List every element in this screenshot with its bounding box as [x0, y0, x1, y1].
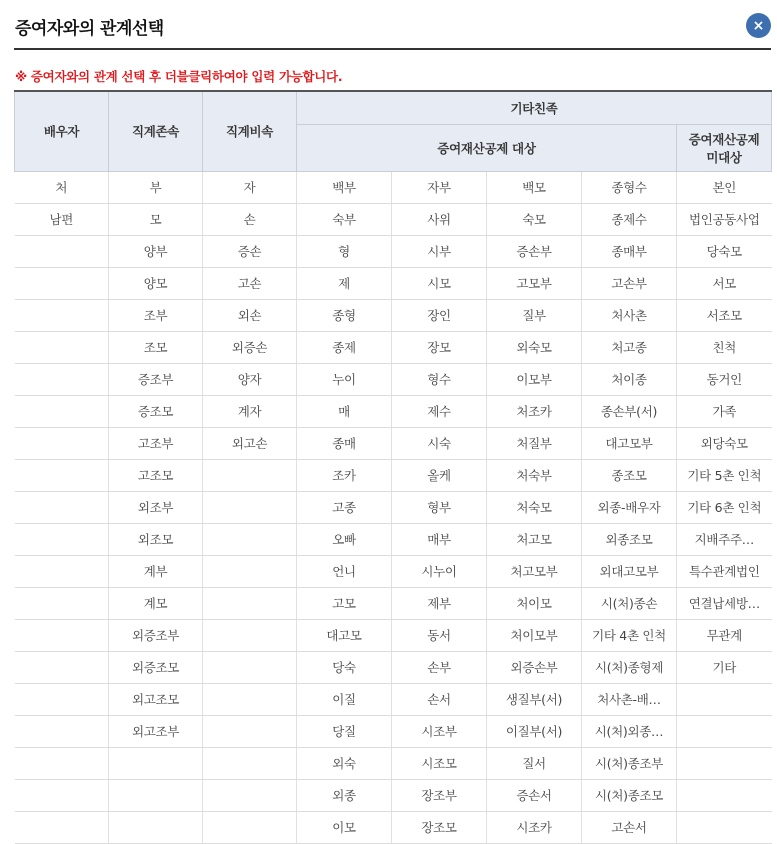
relationship-cell[interactable]: 처사촌-배…	[582, 683, 677, 715]
relationship-cell[interactable]: 특수관계법인	[677, 555, 772, 587]
relationship-cell[interactable]: 시(처)종조모	[582, 779, 677, 811]
relationship-cell[interactable]: 증손	[203, 235, 297, 267]
relationship-cell[interactable]: 양모	[109, 267, 203, 299]
relationship-cell[interactable]: 형수	[392, 363, 487, 395]
header-spouse: 배우자	[15, 91, 109, 171]
relationship-cell[interactable]: 처고모부	[487, 555, 582, 587]
relationship-cell[interactable]: 누이	[297, 363, 392, 395]
relationship-cell[interactable]: 증손부	[487, 235, 582, 267]
relationship-cell[interactable]: 외증손부	[487, 651, 582, 683]
relationship-cell[interactable]: 동거인	[677, 363, 772, 395]
relationship-cell[interactable]: 외종	[297, 779, 392, 811]
relationship-cell[interactable]: 외숙모	[487, 331, 582, 363]
relationship-cell[interactable]: 장조부	[392, 779, 487, 811]
relationship-cell	[15, 331, 109, 363]
relationship-cell[interactable]: 시(처)종조부	[582, 747, 677, 779]
relationship-cell[interactable]: 종제	[297, 331, 392, 363]
relationship-cell[interactable]: 외증손	[203, 331, 297, 363]
relationship-cell[interactable]: 외숙	[297, 747, 392, 779]
relationship-cell	[15, 427, 109, 459]
table-row	[15, 267, 772, 299]
relationship-cell[interactable]: 지배주주…	[677, 523, 772, 555]
relationship-cell	[15, 395, 109, 427]
relationship-cell[interactable]: 고종	[297, 491, 392, 523]
dialog-header	[0, 0, 777, 50]
relationship-cell[interactable]: 손	[203, 203, 297, 235]
relationship-cell[interactable]: 장모	[392, 331, 487, 363]
close-icon: ×	[752, 17, 765, 34]
relationship-cell	[203, 555, 297, 587]
relationship-cell[interactable]: 외조모	[109, 523, 203, 555]
relationship-cell[interactable]: 자부	[392, 171, 487, 203]
relationship-cell	[15, 683, 109, 715]
relationship-cell	[203, 779, 297, 811]
relationship-cell	[109, 811, 203, 843]
relationship-cell[interactable]: 계모	[109, 587, 203, 619]
relationship-cell[interactable]: 고손부	[582, 267, 677, 299]
relationship-cell[interactable]: 매	[297, 395, 392, 427]
relationship-cell[interactable]: 양자	[203, 363, 297, 395]
relationship-cell[interactable]: 형부	[392, 491, 487, 523]
table-row	[15, 555, 772, 587]
header-divider	[14, 48, 771, 50]
relationship-cell[interactable]: 종손부(서)	[582, 395, 677, 427]
relationship-cell[interactable]: 올케	[392, 459, 487, 491]
relationship-cell	[109, 747, 203, 779]
relationship-cell[interactable]: 계자	[203, 395, 297, 427]
relationship-cell[interactable]: 자	[203, 171, 297, 203]
relationship-cell[interactable]: 종제수	[582, 203, 677, 235]
relationship-cell[interactable]: 종매부	[582, 235, 677, 267]
relationship-cell[interactable]: 시부	[392, 235, 487, 267]
relationship-cell[interactable]: 증손서	[487, 779, 582, 811]
relationship-cell	[15, 651, 109, 683]
relationship-cell[interactable]: 시(처)종손	[582, 587, 677, 619]
relationship-cell[interactable]: 부	[109, 171, 203, 203]
relationship-cell[interactable]: 고모	[297, 587, 392, 619]
table-row	[15, 235, 772, 267]
table-row	[15, 459, 772, 491]
relationship-cell[interactable]: 고손서	[582, 811, 677, 843]
relationship-table-body	[15, 171, 772, 843]
relationship-cell[interactable]: 손서	[392, 683, 487, 715]
relationship-cell	[677, 779, 772, 811]
relationship-cell[interactable]: 질서	[487, 747, 582, 779]
relationship-cell	[203, 715, 297, 747]
relationship-cell[interactable]: 동서	[392, 619, 487, 651]
relationship-cell[interactable]: 시누이	[392, 555, 487, 587]
relationship-cell	[15, 619, 109, 651]
relationship-cell[interactable]: 고조부	[109, 427, 203, 459]
relationship-cell	[15, 715, 109, 747]
relationship-cell[interactable]: 손부	[392, 651, 487, 683]
close-button[interactable]	[746, 13, 771, 38]
relationship-cell	[203, 811, 297, 843]
table-row	[15, 683, 772, 715]
relationship-cell[interactable]: 연결납세방…	[677, 587, 772, 619]
relationship-cell	[15, 363, 109, 395]
relationship-cell	[15, 747, 109, 779]
relationship-cell[interactable]: 남편	[15, 203, 109, 235]
relationship-cell[interactable]: 시모	[392, 267, 487, 299]
relationship-cell[interactable]: 시숙	[392, 427, 487, 459]
relationship-cell[interactable]: 외당숙모	[677, 427, 772, 459]
relationship-cell[interactable]: 기타 5촌 인척	[677, 459, 772, 491]
relationship-cell[interactable]: 고모부	[487, 267, 582, 299]
relationship-cell[interactable]: 처이모부	[487, 619, 582, 651]
relationship-cell[interactable]: 외증조모	[109, 651, 203, 683]
table-row	[15, 299, 772, 331]
relationship-cell[interactable]: 종형	[297, 299, 392, 331]
relationship-cell[interactable]: 사위	[392, 203, 487, 235]
relationship-cell	[15, 459, 109, 491]
relationship-cell[interactable]: 처고종	[582, 331, 677, 363]
relationship-cell[interactable]: 처이모	[487, 587, 582, 619]
relationship-cell[interactable]: 외손	[203, 299, 297, 331]
header-non-deduction-line1: 증여재산공제	[688, 131, 760, 147]
relationship-cell	[15, 491, 109, 523]
relationship-cell	[677, 811, 772, 843]
relationship-cell[interactable]: 본인	[677, 171, 772, 203]
relationship-cell	[15, 267, 109, 299]
relationship-cell[interactable]: 질부	[487, 299, 582, 331]
table-row	[15, 331, 772, 363]
relationship-cell	[15, 235, 109, 267]
relationship-cell[interactable]: 가족	[677, 395, 772, 427]
relationship-cell[interactable]: 종조모	[582, 459, 677, 491]
relationship-cell[interactable]: 친척	[677, 331, 772, 363]
relationship-cell[interactable]: 장조모	[392, 811, 487, 843]
relationship-cell[interactable]: 무관계	[677, 619, 772, 651]
relationship-cell	[203, 459, 297, 491]
relationship-cell[interactable]: 처숙부	[487, 459, 582, 491]
relationship-cell	[203, 651, 297, 683]
header-lineal-ascendant: 직계존속	[109, 91, 203, 171]
relationship-cell[interactable]: 처사촌	[582, 299, 677, 331]
relationship-cell[interactable]: 고조모	[109, 459, 203, 491]
relationship-cell	[677, 747, 772, 779]
relationship-cell	[203, 587, 297, 619]
relationship-cell	[15, 779, 109, 811]
relationship-cell[interactable]: 외증조부	[109, 619, 203, 651]
relationship-cell	[203, 619, 297, 651]
relationship-cell[interactable]: 처숙모	[487, 491, 582, 523]
relationship-cell[interactable]: 시조모	[392, 747, 487, 779]
relationship-cell[interactable]: 외조부	[109, 491, 203, 523]
relationship-cell	[203, 683, 297, 715]
table-row	[15, 587, 772, 619]
relationship-cell[interactable]: 증조모	[109, 395, 203, 427]
relationship-cell[interactable]: 서조모	[677, 299, 772, 331]
relationship-cell	[677, 683, 772, 715]
table-row	[15, 427, 772, 459]
relationship-table	[14, 90, 772, 844]
table-row	[15, 395, 772, 427]
relationship-cell[interactable]: 제부	[392, 587, 487, 619]
relationship-cell[interactable]: 이모	[297, 811, 392, 843]
relationship-cell[interactable]: 시(처)외종…	[582, 715, 677, 747]
relationship-cell	[15, 587, 109, 619]
relationship-cell[interactable]: 서모	[677, 267, 772, 299]
relationship-cell	[203, 491, 297, 523]
relationship-cell[interactable]: 이질부(서)	[487, 715, 582, 747]
relationship-cell	[677, 715, 772, 747]
relationship-cell[interactable]: 백모	[487, 171, 582, 203]
relationship-cell	[15, 811, 109, 843]
relationship-cell[interactable]: 처	[15, 171, 109, 203]
relationship-cell[interactable]: 외종-배우자	[582, 491, 677, 523]
relationship-cell[interactable]: 조부	[109, 299, 203, 331]
relationship-cell[interactable]: 처이종	[582, 363, 677, 395]
relationship-cell[interactable]: 고손	[203, 267, 297, 299]
relationship-cell[interactable]: 양부	[109, 235, 203, 267]
relationship-cell[interactable]: 증조부	[109, 363, 203, 395]
relationship-cell[interactable]: 시조카	[487, 811, 582, 843]
header-non-deduction	[677, 124, 772, 171]
header-non-deduction-line2: 미대상	[706, 149, 742, 165]
dialog-title: 증여자와의 관계선택	[15, 19, 164, 39]
relationship-cell[interactable]: 시조부	[392, 715, 487, 747]
relationship-cell[interactable]: 대고모	[297, 619, 392, 651]
table-row	[15, 619, 772, 651]
relationship-cell[interactable]: 대고모부	[582, 427, 677, 459]
table-row	[15, 363, 772, 395]
relationship-cell[interactable]: 처고모	[487, 523, 582, 555]
header-deduction-target: 증여재산공제 대상	[297, 124, 677, 171]
relationship-cell[interactable]: 처조카	[487, 395, 582, 427]
relationship-cell[interactable]: 형	[297, 235, 392, 267]
relationship-cell[interactable]: 당질	[297, 715, 392, 747]
table-row	[15, 523, 772, 555]
relationship-cell[interactable]: 언니	[297, 555, 392, 587]
table-row	[15, 171, 772, 203]
relationship-cell[interactable]: 이모부	[487, 363, 582, 395]
relationship-cell[interactable]: 외고조부	[109, 715, 203, 747]
relationship-cell	[15, 523, 109, 555]
relationship-cell[interactable]: 계부	[109, 555, 203, 587]
relationship-cell[interactable]: 외고손	[203, 427, 297, 459]
table-row	[15, 715, 772, 747]
relationship-cell[interactable]: 숙부	[297, 203, 392, 235]
relationship-cell[interactable]: 처질부	[487, 427, 582, 459]
relationship-cell[interactable]: 이질	[297, 683, 392, 715]
relationship-cell[interactable]: 기타	[677, 651, 772, 683]
relationship-cell	[109, 779, 203, 811]
relationship-cell[interactable]: 법인공동사업	[677, 203, 772, 235]
relationship-cell[interactable]: 숙모	[487, 203, 582, 235]
relationship-cell[interactable]: 종매	[297, 427, 392, 459]
relationship-cell[interactable]: 기타 4촌 인척	[582, 619, 677, 651]
header-other-relatives: 기타친족	[297, 91, 772, 124]
relationship-cell[interactable]: 제수	[392, 395, 487, 427]
table-row	[15, 779, 772, 811]
relationship-cell[interactable]: 외대고모부	[582, 555, 677, 587]
relationship-cell	[15, 299, 109, 331]
relationship-cell[interactable]: 외고조모	[109, 683, 203, 715]
relationship-cell[interactable]: 시(처)종형제	[582, 651, 677, 683]
relationship-cell[interactable]: 장인	[392, 299, 487, 331]
instruction-notice: ※ 증여자와의 관계 선택 후 더블클릭하여야 입력 가능합니다.	[15, 69, 343, 84]
relationship-cell	[15, 555, 109, 587]
table-row	[15, 491, 772, 523]
table-row	[15, 811, 772, 843]
relationship-cell[interactable]: 조카	[297, 459, 392, 491]
relationship-cell	[203, 523, 297, 555]
relationship-cell	[203, 747, 297, 779]
relationship-cell[interactable]: 기타 6촌 인척	[677, 491, 772, 523]
table-row	[15, 747, 772, 779]
relationship-cell[interactable]: 모	[109, 203, 203, 235]
relationship-cell[interactable]: 당숙모	[677, 235, 772, 267]
relationship-cell[interactable]: 외종조모	[582, 523, 677, 555]
header-lineal-descendant: 직계비속	[203, 91, 297, 171]
relationship-cell[interactable]: 종형수	[582, 171, 677, 203]
relationship-cell[interactable]: 백부	[297, 171, 392, 203]
table-row	[15, 203, 772, 235]
relationship-cell[interactable]: 생질부(서)	[487, 683, 582, 715]
relationship-cell[interactable]: 오빠	[297, 523, 392, 555]
relationship-cell[interactable]: 매부	[392, 523, 487, 555]
relationship-cell[interactable]: 당숙	[297, 651, 392, 683]
relationship-cell[interactable]: 조모	[109, 331, 203, 363]
table-row	[15, 651, 772, 683]
relationship-cell[interactable]: 제	[297, 267, 392, 299]
